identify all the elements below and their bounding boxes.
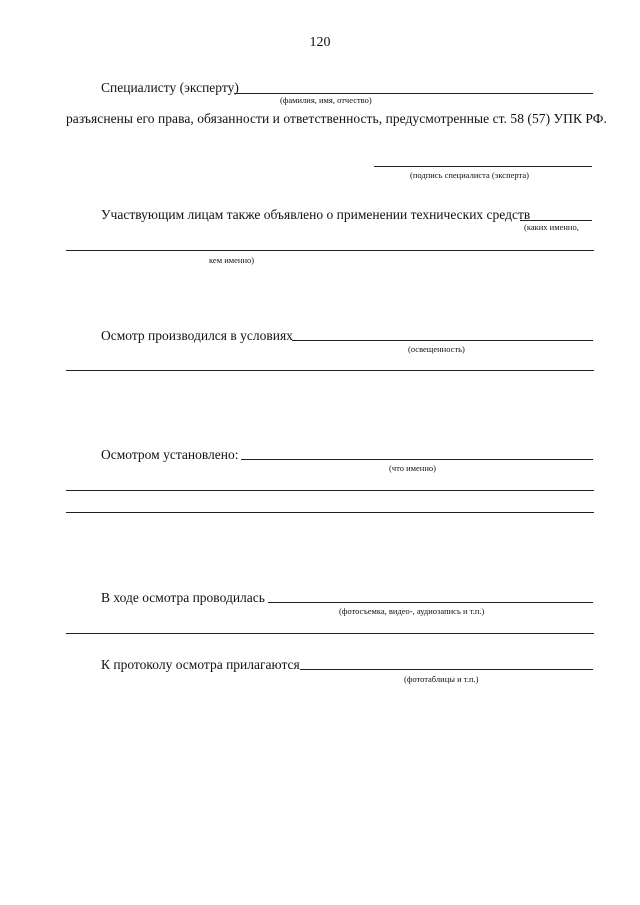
recording-line-2[interactable]: [66, 633, 594, 634]
attachments-caption: (фототаблицы и т.п.): [404, 674, 479, 684]
technical-means-caption-left: кем именно): [209, 255, 255, 265]
conditions-label: Осмотр производился в условиях: [101, 328, 293, 343]
specialist-name-line[interactable]: [234, 93, 593, 94]
technical-means-line-2[interactable]: [66, 250, 594, 251]
signature-line[interactable]: [374, 166, 592, 167]
conditions-line-2[interactable]: [66, 370, 594, 371]
established-line-3[interactable]: [66, 512, 594, 513]
established-line-2[interactable]: [66, 490, 594, 491]
conditions-caption: (освещенность): [408, 344, 465, 354]
recording-label: В ходе осмотра проводилась: [101, 590, 265, 605]
page-number: 120: [309, 35, 331, 50]
specialist-label: Специалисту (эксперту): [101, 80, 239, 95]
specialist-name-caption: (фамилия, имя, отчество): [280, 95, 372, 105]
attachments-label: К протоколу осмотра прилагаются: [101, 657, 300, 672]
signature-caption: (подпись специалиста (эксперта): [410, 170, 529, 180]
attachments-line[interactable]: [300, 669, 593, 670]
recording-caption: (фотосъемка, видео-, аудиозапись и т.п.): [339, 606, 485, 616]
recording-line[interactable]: [268, 602, 593, 603]
technical-means-caption-right: (каких именно,: [524, 222, 579, 232]
conditions-line[interactable]: [292, 340, 593, 341]
rights-text: разъяснены его права, обязанности и ответственность, предусмотренные ст. 58 (57) УПК РФ.: [66, 111, 607, 126]
technical-means-line[interactable]: [520, 220, 592, 221]
established-label: Осмотром установлено:: [101, 447, 239, 462]
established-caption: (что именно): [389, 463, 436, 473]
technical-means-label: Участвующим лицам также объявлено о применении технических средств: [101, 207, 531, 222]
established-line[interactable]: [241, 459, 593, 460]
